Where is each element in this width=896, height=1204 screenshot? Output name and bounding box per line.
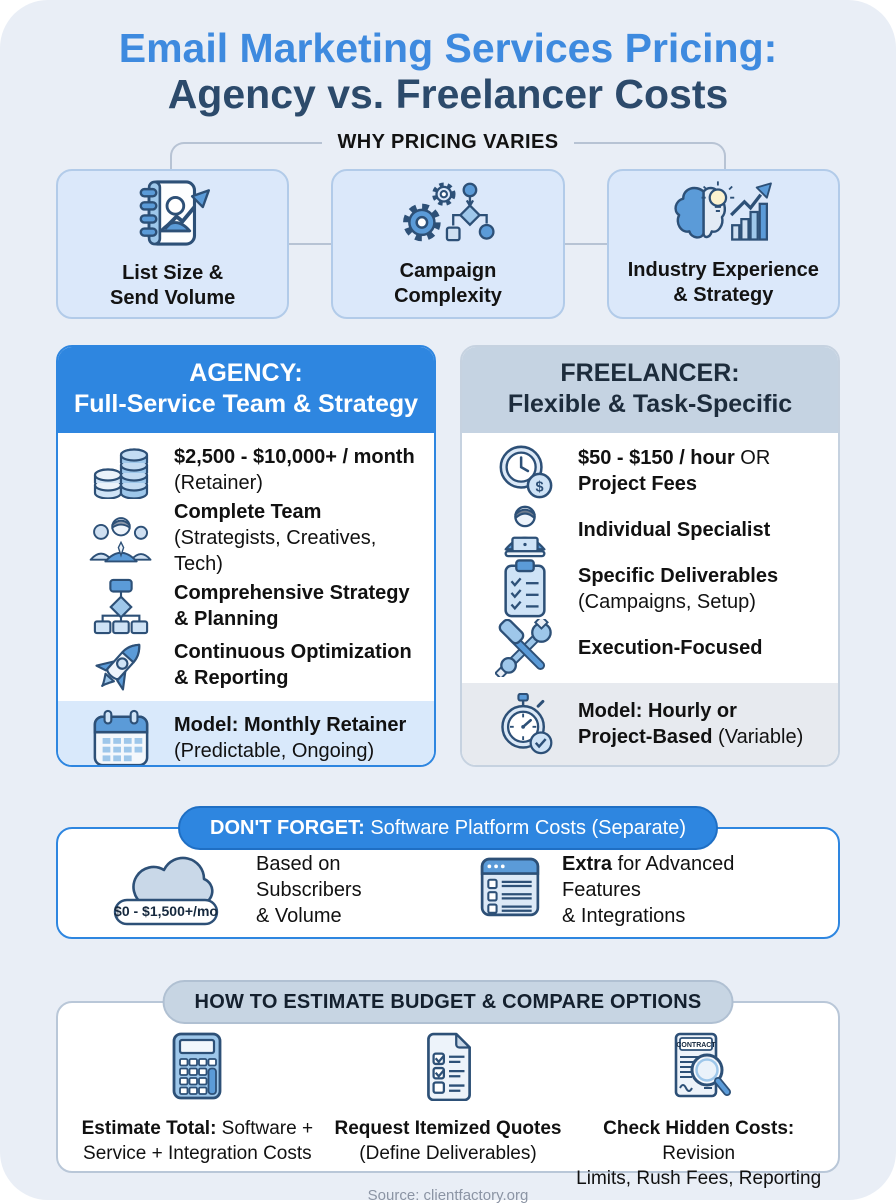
bracket-right: [574, 142, 726, 169]
item-text: Continuous Optimization & Reporting: [174, 640, 412, 689]
contact-book-growth-icon: [131, 176, 215, 255]
agency-header: AGENCY: Full-Service Team & Strategy: [58, 347, 434, 433]
card-industry-experience: [607, 169, 840, 319]
dont-forget-badge: DON'T FORGET: Software Platform Costs (Separate): [178, 806, 718, 850]
list-item: [448, 851, 814, 929]
calculator-icon: [168, 1031, 226, 1106]
card-list-size: [56, 169, 289, 319]
page-title-line2: Agency vs. Freelancer Costs: [167, 70, 729, 117]
source-attribution: Source: clientfactory.org: [367, 1186, 529, 1204]
item-text: $2,500 - $10,000+ / month (Retainer): [174, 445, 415, 494]
brain-growth-chart-icon: [673, 179, 773, 252]
item-text: $50 - $150 / hour OR Project Fees: [578, 446, 771, 495]
card-label: List Size & Send Volume: [110, 262, 236, 310]
list-item: [492, 559, 826, 619]
item-text: Comprehensive Strategy & Planning: [174, 581, 410, 630]
card-label: Industry Experience & Strategy: [627, 259, 819, 307]
item-text: Complete Team (Strategists, Creatives, Tech): [174, 500, 377, 575]
page-title: [56, 26, 840, 118]
list-item: [88, 499, 422, 577]
svg-text:CONTRACT: CONTRACT: [676, 1041, 716, 1049]
connector-line: [565, 243, 607, 246]
clock-dollar-icon: [492, 441, 558, 501]
how-to-estimate-badge: HOW TO ESTIMATE BUDGET & COMPARE OPTIONS: [163, 980, 734, 1024]
list-item: [88, 635, 422, 695]
item-text: Execution-Focused: [578, 636, 763, 659]
page-title-line1: Email Marketing Services Pricing:: [118, 25, 778, 71]
gears-flowchart-icon: [401, 178, 495, 253]
why-pricing-heading: WHY PRICING VARIES: [337, 130, 559, 153]
list-item: [323, 1031, 574, 1164]
item-text: Check Hidden Costs: Revision Limits, Rush Fees, Reporting: [576, 1117, 822, 1189]
item-text: Extra for Advanced Features & Integrations: [562, 852, 735, 927]
freelancer-body: [462, 433, 838, 683]
freelancer-model-row: [462, 683, 838, 765]
contract-magnifier-icon: [666, 1031, 732, 1106]
estimate-section: [56, 990, 840, 1189]
list-item: [573, 1031, 824, 1189]
svg-text:$0 - $1,500+/mo: $0 - $1,500+/mo: [114, 903, 218, 920]
connector-line: [289, 243, 331, 246]
freelancer-column: [460, 345, 840, 767]
itemized-quote-icon: [420, 1031, 476, 1106]
why-pricing-cards: [56, 169, 840, 319]
list-item: [72, 1031, 323, 1164]
item-text: Model: Hourly or Project-Based (Variable): [578, 699, 804, 748]
item-text: Model: Monthly Retainer (Predictable, Ongoing): [174, 713, 407, 762]
list-item: [88, 441, 422, 499]
item-text: Based on Subscribers & Volume: [256, 852, 362, 927]
list-item: [82, 848, 448, 931]
flowchart-icon: [88, 577, 154, 635]
list-item: [492, 441, 826, 501]
item-text: Specific Deliverables (Campaigns, Setup): [578, 564, 779, 613]
freelancer-header: FREELANCER: Flexible & Task-Specific: [462, 347, 838, 433]
card-label: Campaign Complexity: [394, 260, 502, 308]
svg-text:$: $: [535, 479, 544, 496]
list-item: [492, 619, 826, 677]
clipboard-checklist-icon: [492, 559, 558, 619]
agency-body: [58, 433, 434, 701]
why-pricing-heading-row: [170, 130, 726, 169]
comparison-columns: [56, 345, 840, 767]
bracket-left: [170, 142, 322, 169]
specialist-laptop-icon: [492, 501, 558, 559]
item-text: Estimate Total: Software + Service + Integration Costs: [81, 1117, 314, 1164]
cloud-pricing-icon: [112, 848, 238, 931]
card-campaign-complexity: [331, 169, 564, 319]
stopwatch-check-icon: [492, 693, 558, 755]
item-text: Request Itemized Quotes (Define Deliverables): [334, 1117, 562, 1164]
agency-model-row: [58, 701, 434, 767]
item-text: Individual Specialist: [578, 518, 771, 541]
calendar-icon: [88, 708, 154, 767]
team-icon: [88, 509, 154, 567]
estimate-box: [56, 1001, 840, 1189]
rocket-icon: [88, 635, 154, 695]
agency-column: [56, 345, 436, 767]
coin-stack-icon: [88, 441, 154, 499]
list-item: [88, 577, 422, 635]
software-costs-section: [56, 816, 840, 939]
feature-list-icon: [478, 855, 544, 924]
hammer-wrench-icon: [492, 619, 558, 677]
list-item: [492, 501, 826, 559]
